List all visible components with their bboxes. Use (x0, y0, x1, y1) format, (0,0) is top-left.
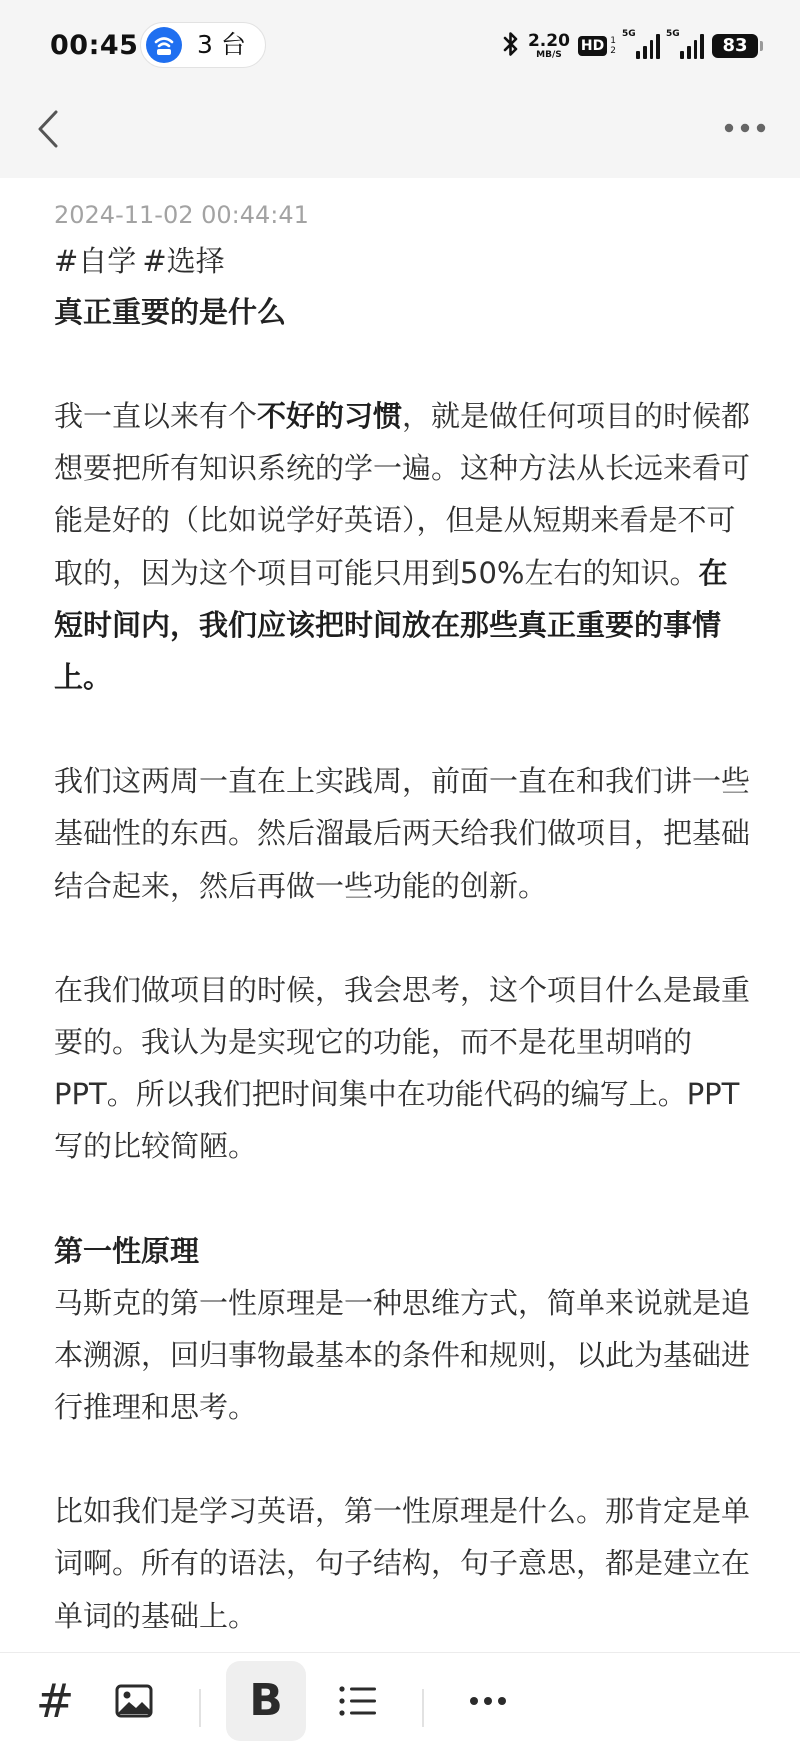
list-button[interactable] (322, 1665, 394, 1737)
back-button[interactable] (30, 106, 70, 152)
hotspot-indicator[interactable] (140, 22, 266, 68)
image-icon (114, 1683, 154, 1719)
toolbar-divider (422, 1689, 424, 1727)
paragraph: 比如我们是学习英语，第一性原理是什么。那肯定是单词啊。所有的语法，句子结构，句子意思，都是建立在单词的基础上。 (54, 1494, 751, 1633)
toolbar-divider (199, 1689, 201, 1727)
nav-bar (0, 92, 800, 178)
hd-icon: HD (578, 36, 607, 56)
more-icon (468, 1695, 508, 1707)
bold-icon: B (249, 1675, 283, 1726)
more-options-button[interactable] (720, 110, 770, 146)
signal-1-icon: 5G (624, 33, 660, 59)
battery-icon: 83 (712, 34, 758, 58)
hashtag-icon: # (35, 1674, 75, 1728)
list-icon (338, 1683, 378, 1719)
chevron-left-icon (30, 106, 70, 152)
tag-item[interactable]: #自学 (54, 244, 137, 278)
signal-2-icon: 5G (668, 33, 704, 59)
note-content[interactable] (54, 196, 754, 1642)
hotspot-device-count: 3 台 (197, 30, 246, 59)
insert-image-button[interactable] (98, 1665, 170, 1737)
hashtag-button[interactable] (19, 1665, 91, 1737)
note-timestamp: 2024-11-02 00:44:41 (54, 201, 309, 229)
bold-text: 在短时间内，我们应该把时间放在那些真正重要的事情上。 (54, 555, 728, 695)
network-speed: 2.20 MB/S (527, 30, 570, 60)
hd-sim-indicator: 1 2 (610, 36, 616, 56)
top-header (0, 0, 800, 178)
bold-button[interactable] (226, 1661, 306, 1741)
paragraph: 我们这两周一直在上实践周，前面一直在和我们讲一些基础性的东西。然后溜最后两天给我们做项目，把基础结合起来，然后再做一些功能的创新。 (54, 764, 751, 903)
ellipsis-horizontal-icon (720, 110, 770, 146)
note-title: 真正重要的是什么 (54, 295, 287, 329)
paragraph: 马斯克的第一性原理是一种思维方式，简单来说就是追本溯源，回归事物最基本的条件和规则，以此为基础进行推理和思考。 (54, 1285, 751, 1425)
bluetooth-icon (502, 30, 520, 62)
status-bar (0, 0, 800, 92)
status-icons (502, 28, 758, 64)
editor-toolbar (0, 1652, 800, 1760)
bold-text: 不好的习惯 (257, 399, 403, 433)
paragraph: 我一直以来有个不好的习惯，就是做任何项目的时候都想要把所有知识系统的学一遍。这种方法从长远来看可能是好的（比如说学好英语），但是从短期来看是不可取的，因为这个项目可能只用到50%左右的知识。在短时间内，我们应该把时间放在那些真正重要的事情上。 (54, 399, 751, 695)
note-tags (54, 236, 754, 286)
more-tools-button[interactable] (452, 1665, 524, 1737)
status-time: 00:45 (50, 30, 139, 61)
paragraph: 在我们做项目的时候，我会思考，这个项目什么是最重要的。我认为是实现它的功能，而不是花里胡哨的PPT。所以我们把时间集中在功能代码的编写上。PPT写的比较简陋。 (54, 972, 751, 1164)
section-heading: 第一性原理 (54, 1233, 200, 1268)
hotspot-icon (146, 27, 182, 63)
tag-item[interactable]: #选择 (142, 244, 225, 278)
